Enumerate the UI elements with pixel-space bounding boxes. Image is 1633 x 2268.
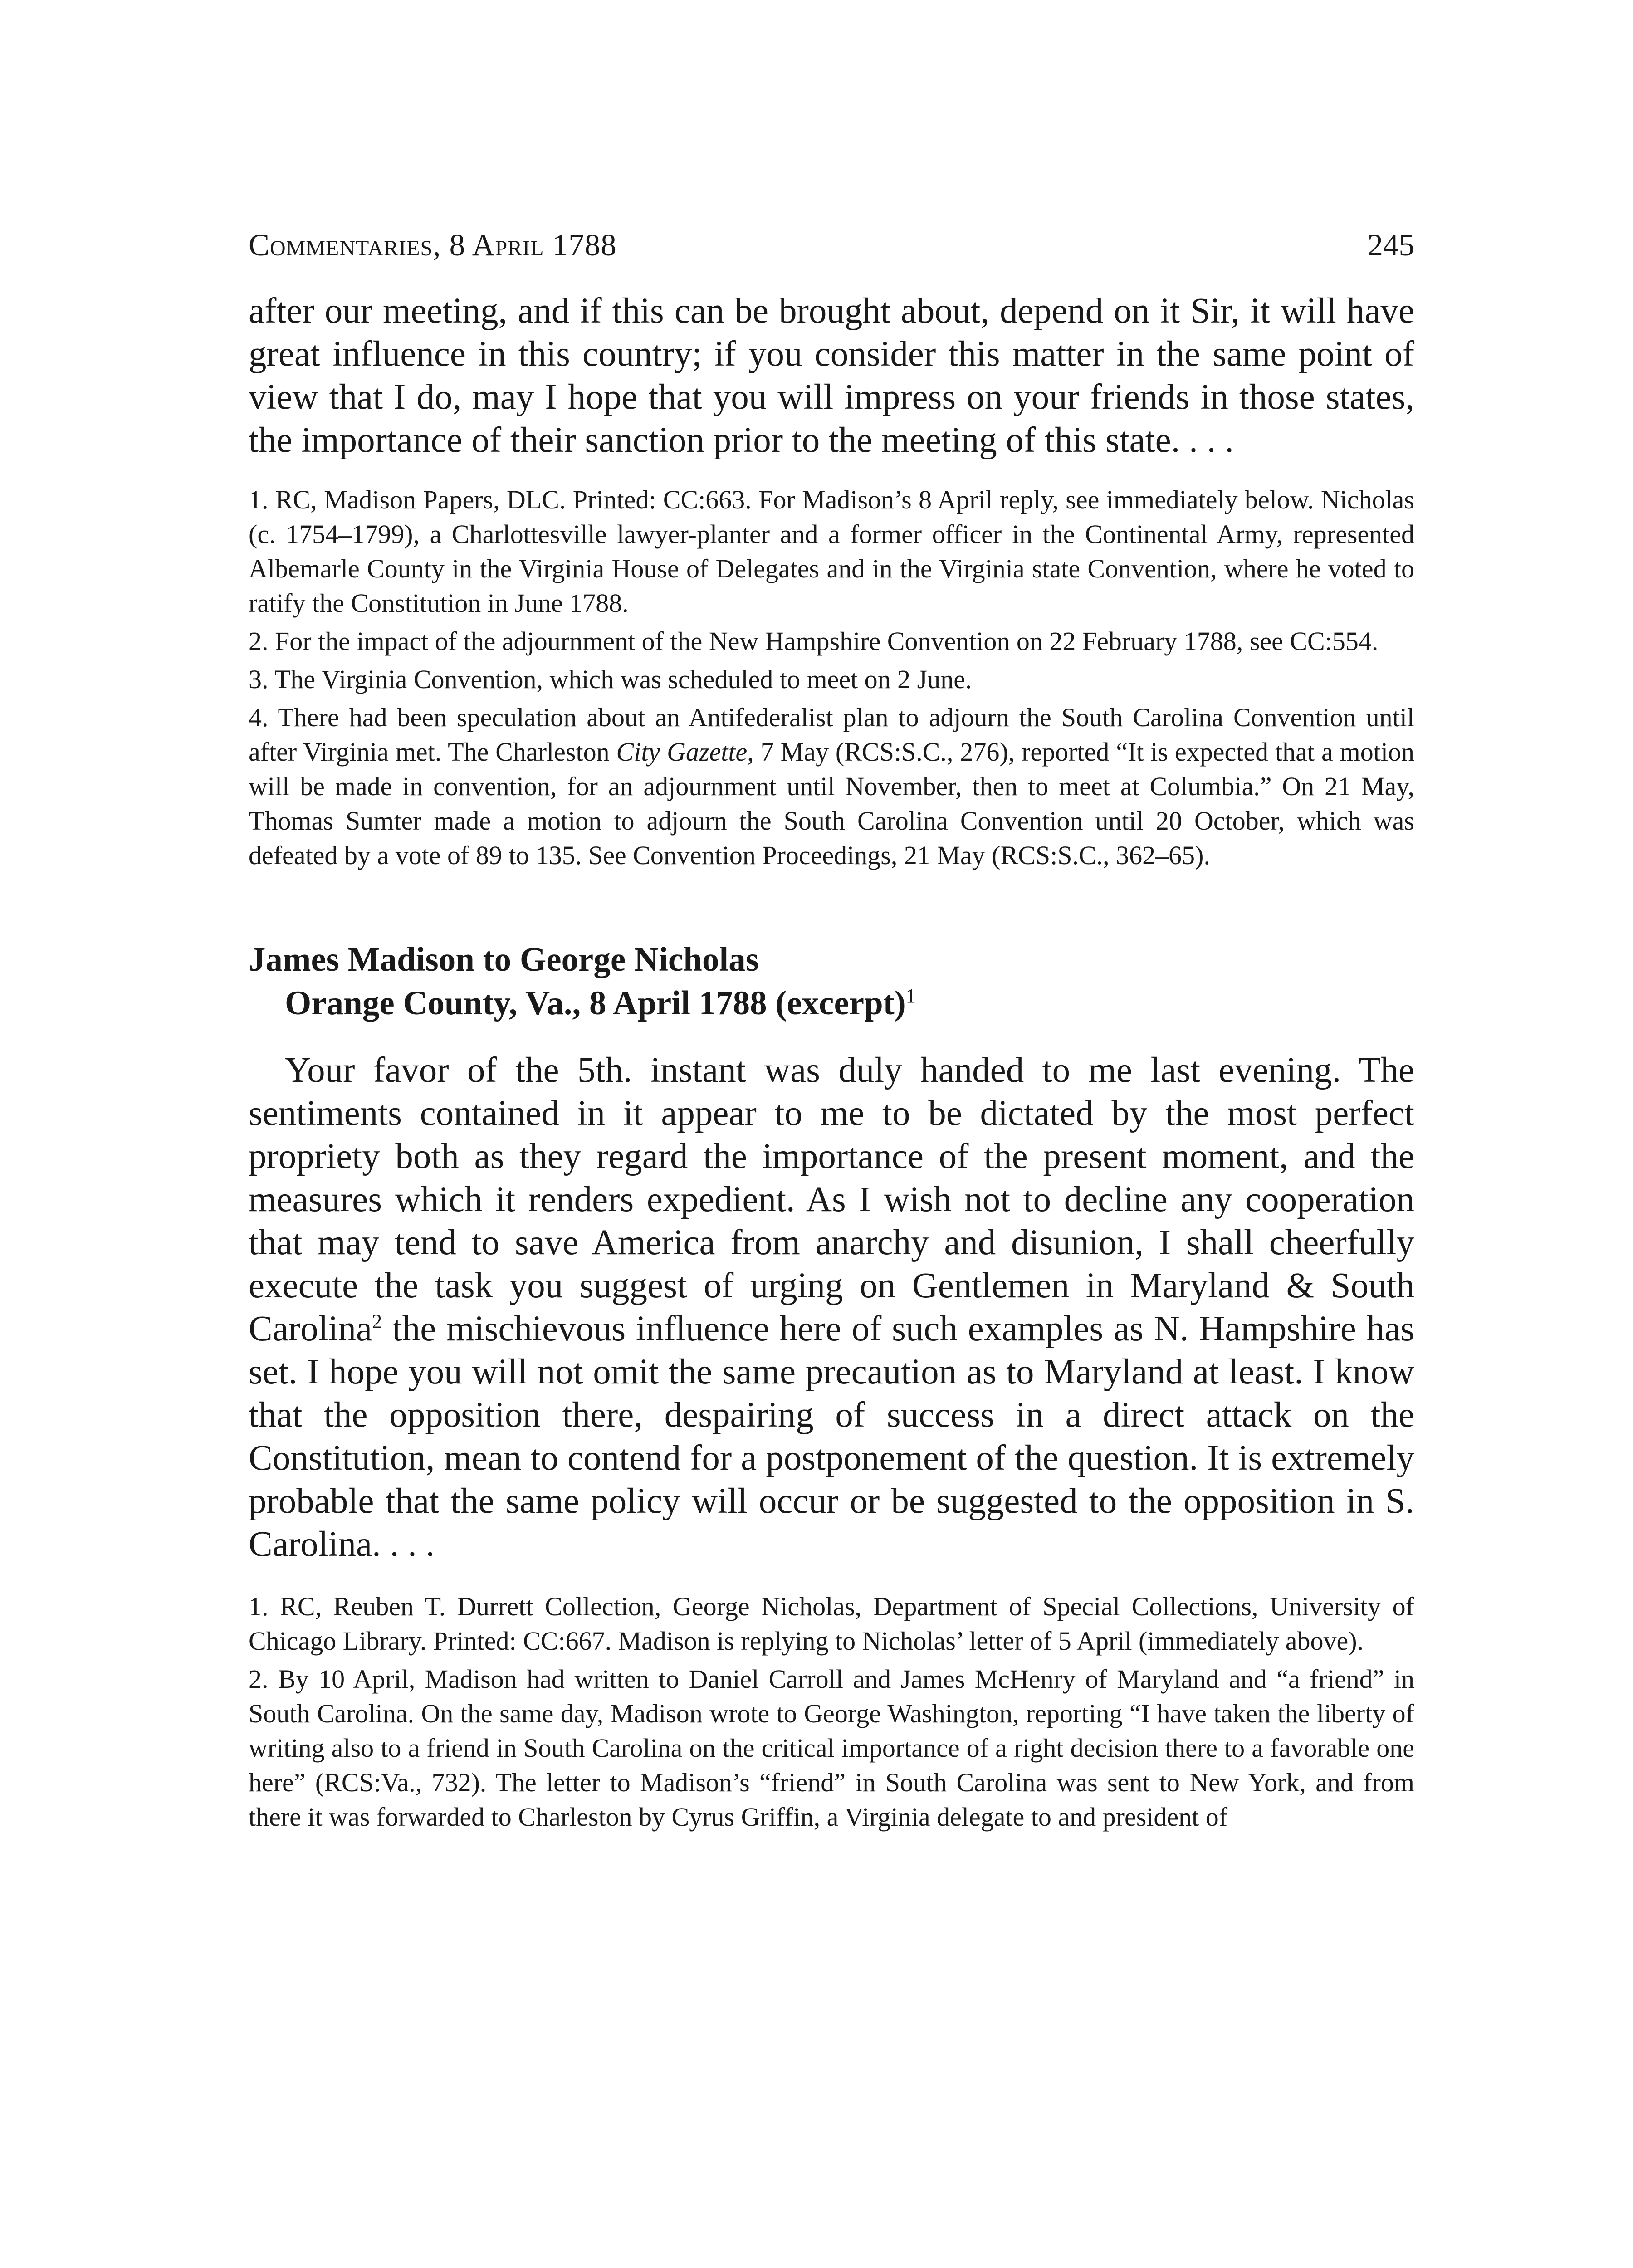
document-page	[249, 227, 1414, 1838]
note-reference-1: 1	[905, 985, 916, 1007]
letter-body-part-2: the mischievous influence here of such examples as N. Hampshire has set. I hope you will not omit the same precaution as to Maryland at least. I know that the opposition there, despairing of success in a direct attack on the Constitution, mean to contend for a postponement of the question. It is extremely probable that the same policy will occur or be suggested to the opposition in S. Carolina. . . .	[249, 1309, 1414, 1564]
footnotes-previous-document	[249, 483, 1414, 873]
footnote-1: 1. RC, Madison Papers, DLC. Printed: CC:663. For Madison’s 8 April reply, see immediately below. Nicholas (c. 1754–1799), a Charlottesville lawyer-planter and a former officer in the Continental Army, represented Albemarle County in the Virginia House of Delegates and in the Virginia state Convention, where he voted to ratify the Constitution in June 1788.	[249, 485, 1414, 618]
letter-body	[249, 1049, 1414, 1566]
footnotes-madison-letter	[249, 1589, 1414, 1834]
note-reference-2: 2	[372, 1310, 382, 1333]
footnote-2: 2. For the impact of the adjournment of the New Hampshire Convention on 22 February 1788, see CC:554.	[249, 626, 1379, 656]
document-heading-place-date	[249, 982, 1414, 1025]
page-number: 245	[1367, 228, 1414, 262]
footnote-4-newspaper-title: City Gazette	[616, 737, 748, 767]
running-head	[249, 227, 1414, 263]
footnote-4-text-b: , 7 May (RCS:S.C., 276), reported “It is expected that a motion will be made in convention, for an adjournment until November, then to meet at Columbia.” On 21 May, Thomas Sumter made a motion to adjourn the South Carolina Convention until 20 October, which was defeated by a vote of 89 to 135. See Convention Proceedings, 21 May (RCS:S.C., 362–65).	[249, 737, 1414, 870]
running-head-title: Commentaries, 8 April 1788	[249, 228, 617, 262]
footnote-4	[249, 700, 1414, 873]
footnote-3: 3. The Virginia Convention, which was scheduled to meet on 2 June.	[249, 665, 972, 694]
footnote-madison-2: 2. By 10 April, Madison had written to Daniel Carroll and James McHenry of Maryland and “a friend” in South Carolina. On the same day, Madison wrote to George Washington, reporting “I have taken the liberty of writing also to a friend in South Carolina on the critical importance of a right decision there to a favorable one here” (RCS:Va., 732). The letter to Madison’s “friend” in South Carolina was sent to New York, and from there it was forwarded to Charleston by Cyrus Griffin, a Virginia delegate to and president of	[249, 1664, 1414, 1832]
document-heading-title: James Madison to George Nicholas	[249, 941, 759, 978]
continuation-paragraph: after our meeting, and if this can be brought about, depend on it Sir, it will have great influence in this country; if you consider this matter in the same point of view that I do, may I hope that you will impress on your friends in those states, the importance of their sanction prior to the meeting of this state. . . .	[249, 291, 1414, 460]
footnote-madison-1: 1. RC, Reuben T. Durrett Collection, George Nicholas, Department of Special Collections, University of Chicago Library. Printed: CC:667. Madison is replying to Nicholas’ letter of 5 April (immediately above).	[249, 1592, 1414, 1656]
document-heading	[249, 938, 1414, 1025]
letter-body-part-1: Your favor of the 5th. instant was duly handed to me last evening. The sentiments contained in it appear to me to be dictated by the most perfect propriety both as they regard the importance of the present moment, and the measures which it renders expedient. As I wish not to decline any cooperation that may tend to save America from anarchy and disunion, I shall cheerfully execute the task you suggest of urging on Gentlemen in Maryland & South Carolina	[249, 1051, 1414, 1349]
document-heading-place-date-text: Orange County, Va., 8 April 1788 (excerpt)	[285, 984, 906, 1022]
footnote-4-text-a: 4. There had been speculation about an Antifederalist plan to adjourn the South Carolina Convention until after Virginia met. The Charleston	[249, 703, 1414, 767]
